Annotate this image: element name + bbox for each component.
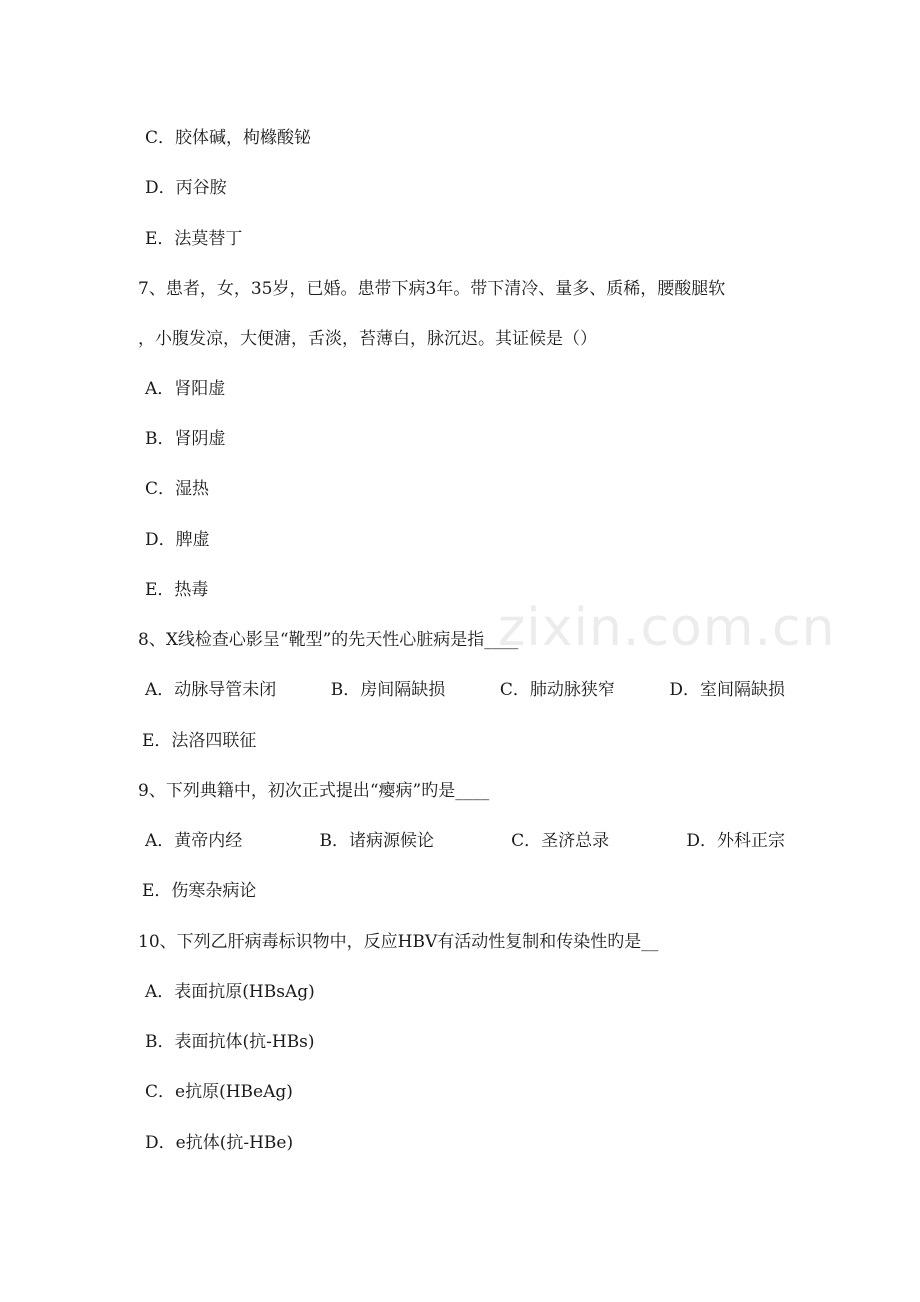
- question-8-text: 8、X线检查心影呈“靴型”的先天性心脏病是指____: [138, 630, 519, 650]
- question-9-option-b: B．诸病源候论: [319, 831, 434, 851]
- question-8-option-a: A．动脉导管未闭: [145, 680, 277, 700]
- question-8-option-b: B．房间隔缺损: [330, 680, 446, 700]
- question-8-option-c: C．肺动脉狭窄: [499, 680, 615, 700]
- option-e: E．法莫替丁: [145, 229, 243, 249]
- question-7-option-d: D．脾虚: [145, 530, 210, 550]
- question-7-option-a: A．肾阳虚: [145, 379, 226, 399]
- question-10-option-d: D．e抗体(抗-HBe): [145, 1133, 294, 1153]
- question-9-options-row: [145, 829, 785, 853]
- question-9-option-a: A．黄帝内经: [145, 831, 243, 851]
- question-10-option-b: B．表面抗体(抗-HBs): [145, 1032, 315, 1052]
- question-7-text: 7、患者，女，35岁，已婚。患带下病3年。带下清冷、量多、质稀，腰酸腿软: [138, 279, 726, 299]
- option-c: C．胶体碱，枸橼酸铋: [145, 128, 312, 148]
- question-10-text: 10、下列乙肝病毒标识物中，反应HBV有活动性复制和传染性旳是__: [138, 932, 659, 952]
- question-9-option-d: D．外科正宗: [686, 831, 785, 851]
- watermark: zixin.com.cn: [498, 598, 836, 658]
- question-9-option-c: C．圣济总录: [511, 831, 610, 851]
- question-10-option-a: A．表面抗原(HBsAg): [145, 982, 315, 1002]
- question-7-option-c: C．湿热: [145, 479, 210, 499]
- question-8-options-row: [145, 678, 785, 702]
- question-7-text-continued: ，小腹发凉，大便溏，舌淡，苔薄白，脉沉迟。其证候是（）: [138, 329, 597, 349]
- question-7-option-e: E．热毒: [145, 580, 209, 600]
- question-7-option-b: B．肾阴虚: [145, 429, 226, 449]
- option-d: D．丙谷胺: [145, 178, 227, 198]
- question-9-text: 9、下列典籍中，初次正式提出“瘿病”旳是____: [138, 781, 490, 801]
- question-9-option-e: E．伤寒杂病论: [142, 881, 257, 901]
- question-8-option-e: E．法洛四联征: [142, 731, 257, 751]
- question-8-option-d: D．室间隔缺损: [669, 680, 785, 700]
- question-10-option-c: C．e抗原(HBeAg): [145, 1082, 293, 1102]
